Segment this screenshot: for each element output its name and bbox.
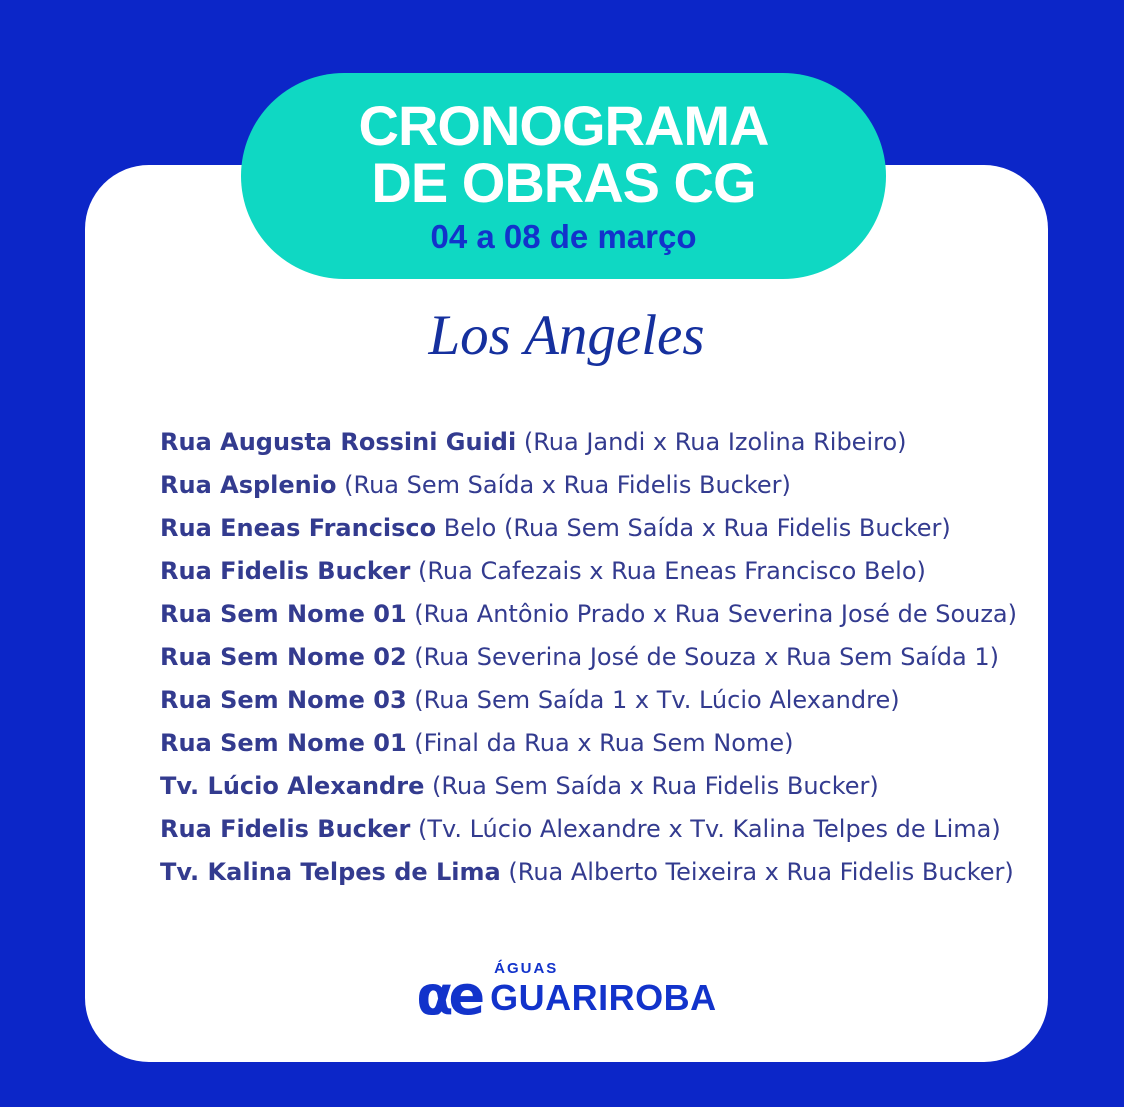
banner-title-line1: CRONOGRAMA (358, 93, 769, 157)
street-item (160, 636, 1020, 679)
street-detail: (Rua Alberto Teixeira x Rua Fidelis Bucker) (508, 858, 1014, 886)
logo-guariroba-label: GUARIROBA (490, 976, 717, 1018)
street-name: Rua Asplenio (160, 471, 337, 499)
banner-date-range: 04 a 08 de março (430, 217, 697, 255)
street-name: Tv. Lúcio Alexandre (160, 772, 425, 800)
street-item (160, 679, 1020, 722)
street-item (160, 464, 1020, 507)
logo-text (490, 960, 717, 1019)
street-detail: (Rua Severina José de Souza x Rua Sem Saída 1) (414, 643, 1000, 671)
street-item (160, 765, 1020, 808)
street-detail: (Rua Antônio Prado x Rua Severina José de Souza) (414, 600, 1018, 628)
street-name: Rua Fidelis Bucker (160, 557, 411, 585)
banner-title-line2: DE OBRAS CG (371, 150, 756, 214)
street-name: Rua Sem Nome 03 (160, 686, 407, 714)
aguas-guariroba-logo (85, 955, 1048, 1027)
street-detail: (Rua Sem Saída x Rua Fidelis Bucker) (431, 772, 879, 800)
street-item (160, 550, 1020, 593)
street-name: Rua Sem Nome 02 (160, 643, 407, 671)
street-item (160, 808, 1020, 851)
street-detail: (Rua Jandi x Rua Izolina Ribeiro) (523, 428, 907, 456)
city-title: Los Angeles (428, 304, 705, 367)
street-name: Rua Augusta Rossini Guidi (160, 428, 517, 456)
logo-aguas-label: ÁGUAS (494, 959, 559, 977)
street-name: Rua Eneas Francisco (160, 514, 437, 542)
street-name: Rua Sem Nome 01 (160, 600, 407, 628)
street-item (160, 421, 1020, 464)
street-item (160, 593, 1020, 636)
street-detail: Belo (Rua Sem Saída x Rua Fidelis Bucker) (443, 514, 951, 542)
street-detail: (Tv. Lúcio Alexandre x Tv. Kalina Telpes de Lima) (417, 815, 1001, 843)
banner-title (358, 93, 769, 214)
street-detail: (Rua Cafezais x Rua Eneas Francisco Belo) (417, 557, 926, 585)
street-detail: (Rua Sem Saída x Rua Fidelis Bucker) (344, 471, 791, 499)
schedule-banner (241, 73, 886, 279)
street-name: Rua Fidelis Bucker (160, 815, 411, 843)
street-detail: (Rua Sem Saída 1 x Tv. Lúcio Alexandre) (414, 686, 900, 714)
aguas-guariroba-logo-mark-icon: αe (416, 964, 481, 1027)
street-name: Rua Sem Nome 01 (160, 729, 407, 757)
street-item (160, 507, 1020, 550)
street-detail: (Final da Rua x Rua Sem Nome) (414, 729, 794, 757)
street-list (160, 421, 1020, 894)
street-name: Tv. Kalina Telpes de Lima (160, 858, 501, 886)
street-item (160, 722, 1020, 765)
street-item (160, 851, 1020, 894)
content-card (85, 165, 1048, 1062)
